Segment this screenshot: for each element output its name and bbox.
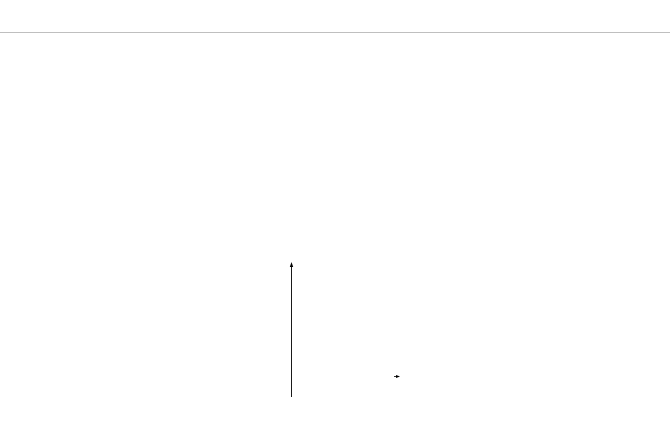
y-axis-arrow	[290, 262, 293, 267]
x-axis-arrow	[396, 375, 400, 378]
answer-header	[3, 3, 13, 18]
divider	[0, 32, 670, 33]
